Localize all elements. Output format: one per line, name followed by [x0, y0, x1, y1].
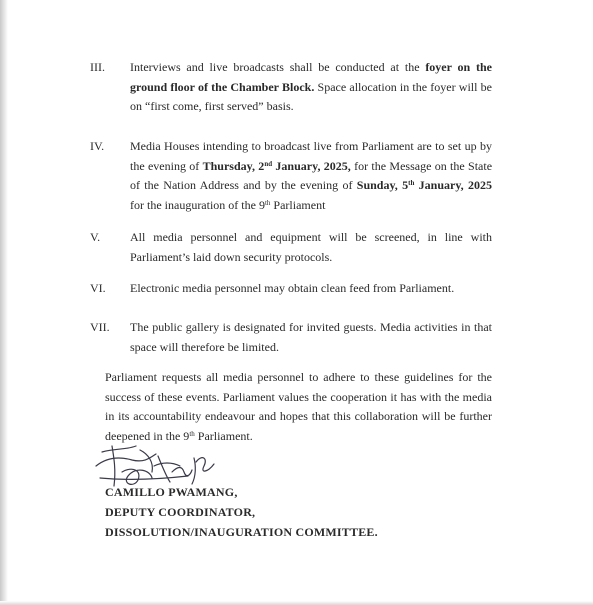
item-text: Electronic media personnel may obtain clean feed from Parliament.: [130, 281, 455, 295]
page-bottom-shadow: [0, 601, 593, 605]
closing-paragraph: Parliament requests all media personnel to adhere to these guidelines for the success of these events. Parliament values the cooperation it has with the media in its accountability endeavour and hopes that this collaboration will be further deepened in the 9th Parliament.: [105, 370, 492, 443]
page-edge-shadow: [0, 0, 8, 605]
item-text: The public gallery is designated for invited guests. Media activities in that space will therefore be limited.: [130, 320, 492, 354]
item-number: V.: [90, 230, 101, 244]
item-text: Media Houses intending to broadcast live from Parliament are to set up by the evening of Thursday, 2nd January, 2025, for the Message on the State of the Nation Address and by the evening of Sunday, 5th January, 2025 for the inauguration of the 9th Parliament: [130, 139, 493, 212]
signatory-name: CAMILLO PWAMANG,: [105, 485, 238, 499]
item-number: IV.: [90, 139, 105, 153]
item-number: VI.: [90, 281, 106, 295]
signatory-committee: DISSOLUTION/INAUGURATION COMMITTEE.: [105, 525, 378, 539]
signatory-title: DEPUTY COORDINATOR,: [105, 505, 256, 519]
item-text: Interviews and live broadcasts shall be conducted at the foyer on the ground floor of the Chamber Block. Space allocation in the foyer will be on “first come, first served” basis.: [130, 60, 492, 113]
item-number: VII.: [90, 320, 110, 334]
item-text: All media personnel and equipment will be screened, in line with Parliament’s laid down security protocols.: [130, 230, 492, 264]
signatory-block: [105, 482, 378, 542]
item-number: III.: [90, 60, 105, 74]
